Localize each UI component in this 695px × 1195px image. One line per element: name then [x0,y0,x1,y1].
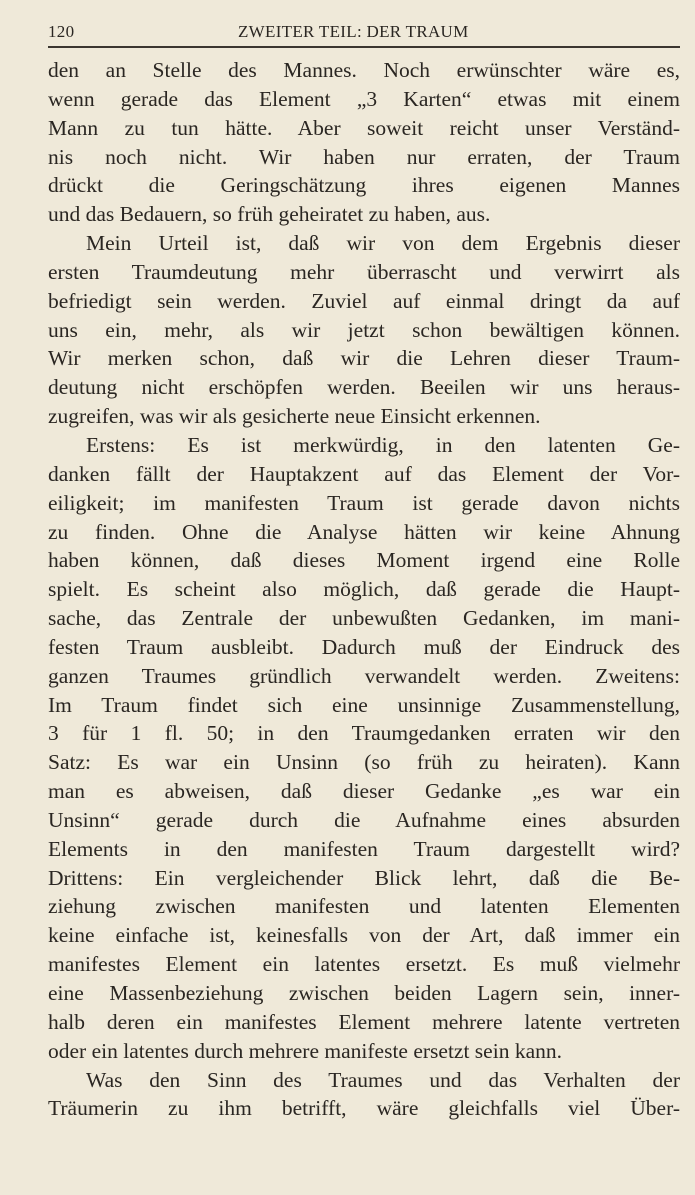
text-line: danken fällt der Hauptakzent auf das Element der Vor- [48,461,680,486]
text-line: drückt die Geringschätzung ihres eigenen Mannes [48,173,680,198]
text-line: eiligkeit; im manifesten Traum ist gerade davon nichts [48,490,680,515]
running-head [48,20,680,46]
text-line: Erstens: Es ist merkwürdig, in den latenten Ge- [86,432,680,457]
text-line: ganzen Traumes gründlich verwandelt werden. Zweitens: [48,663,680,688]
text-line: wenn gerade das Element „3 Karten“ etwas mit einem [48,86,680,111]
text-line: und das Bedauern, so früh geheiratet zu haben, aus. [48,202,491,227]
text-line: Mein Urteil ist, daß wir von dem Ergebnis dieser [86,231,680,256]
text-line: man es abweisen, daß dieser Gedanke „es war ein [48,779,680,804]
text-line: Wir merken schon, daß wir die Lehren dieser Traum- [48,346,680,371]
body-text [48,56,680,1123]
text-line: festen Traum ausbleibt. Dadurch muß der Eindruck des [48,634,680,659]
text-line: zu finden. Ohne die Analyse hätten wir keine Ahnung [48,519,680,544]
text-line: deutung nicht erschöpfen werden. Beeilen wir uns heraus- [48,375,680,400]
text-line: oder ein latentes durch mehrere manifeste ersetzt sein kann. [48,1038,562,1063]
running-title: ZWEITER TEIL: DER TRAUM [238,22,469,41]
text-line: manifestes Element ein latentes ersetzt. Es muß vielmehr [48,952,680,977]
text-line: ziehung zwischen manifesten und latenten Elementen [48,894,680,919]
text-line: nis noch nicht. Wir haben nur erraten, der Traum [48,144,680,169]
text-line: 3 für 1 fl. 50; in den Traumgedanken erraten wir den [48,721,680,746]
text-line: Elements in den manifesten Traum dargestellt wird? [48,836,680,861]
text-line: eine Massenbeziehung zwischen beiden Lagern sein, inner- [48,981,680,1005]
text-line: befriedigt sein werden. Zuviel auf einmal dringt da auf [48,288,680,313]
text-line: Im Traum findet sich eine unsinnige Zusammenstellung, [48,692,680,717]
text-line: zugreifen, was wir als gesicherte neue Einsicht erkennen. [48,404,541,429]
text-line: Träumerin zu ihm betrifft, wäre gleichfalls viel Über- [48,1096,680,1121]
text-line: uns ein, mehr, als wir jetzt schon bewältigen können. [48,317,680,342]
page-number: 120 [48,22,75,41]
text-line: Unsinn“ gerade durch die Aufnahme eines absurden [48,807,680,832]
text-line: halb deren ein manifestes Element mehrere latente vertreten [48,1009,680,1034]
header-rule [48,46,680,48]
text-line: den an Stelle des Mannes. Noch erwünschter wäre es, [48,58,680,82]
text-line: keine einfache ist, keinesfalls von der Art, daß immer ein [48,923,680,948]
text-line: sache, das Zentrale der unbewußten Gedanken, im mani- [48,606,680,631]
text-line: spielt. Es scheint also möglich, daß gerade die Haupt- [48,577,680,602]
text-line: Drittens: Ein vergleichender Blick lehrt, daß die Be- [48,865,680,890]
text-line: haben können, daß dieses Moment irgend eine Rolle [48,548,680,573]
text-line: Satz: Es war ein Unsinn (so früh zu heiraten). Kann [48,750,680,775]
text-line: ersten Traumdeutung mehr überrascht und verwirrt als [48,259,680,284]
text-line: Was den Sinn des Traumes und das Verhalten der [86,1067,680,1092]
text-line: Mann zu tun hätte. Aber soweit reicht unser Verständ- [48,115,680,140]
